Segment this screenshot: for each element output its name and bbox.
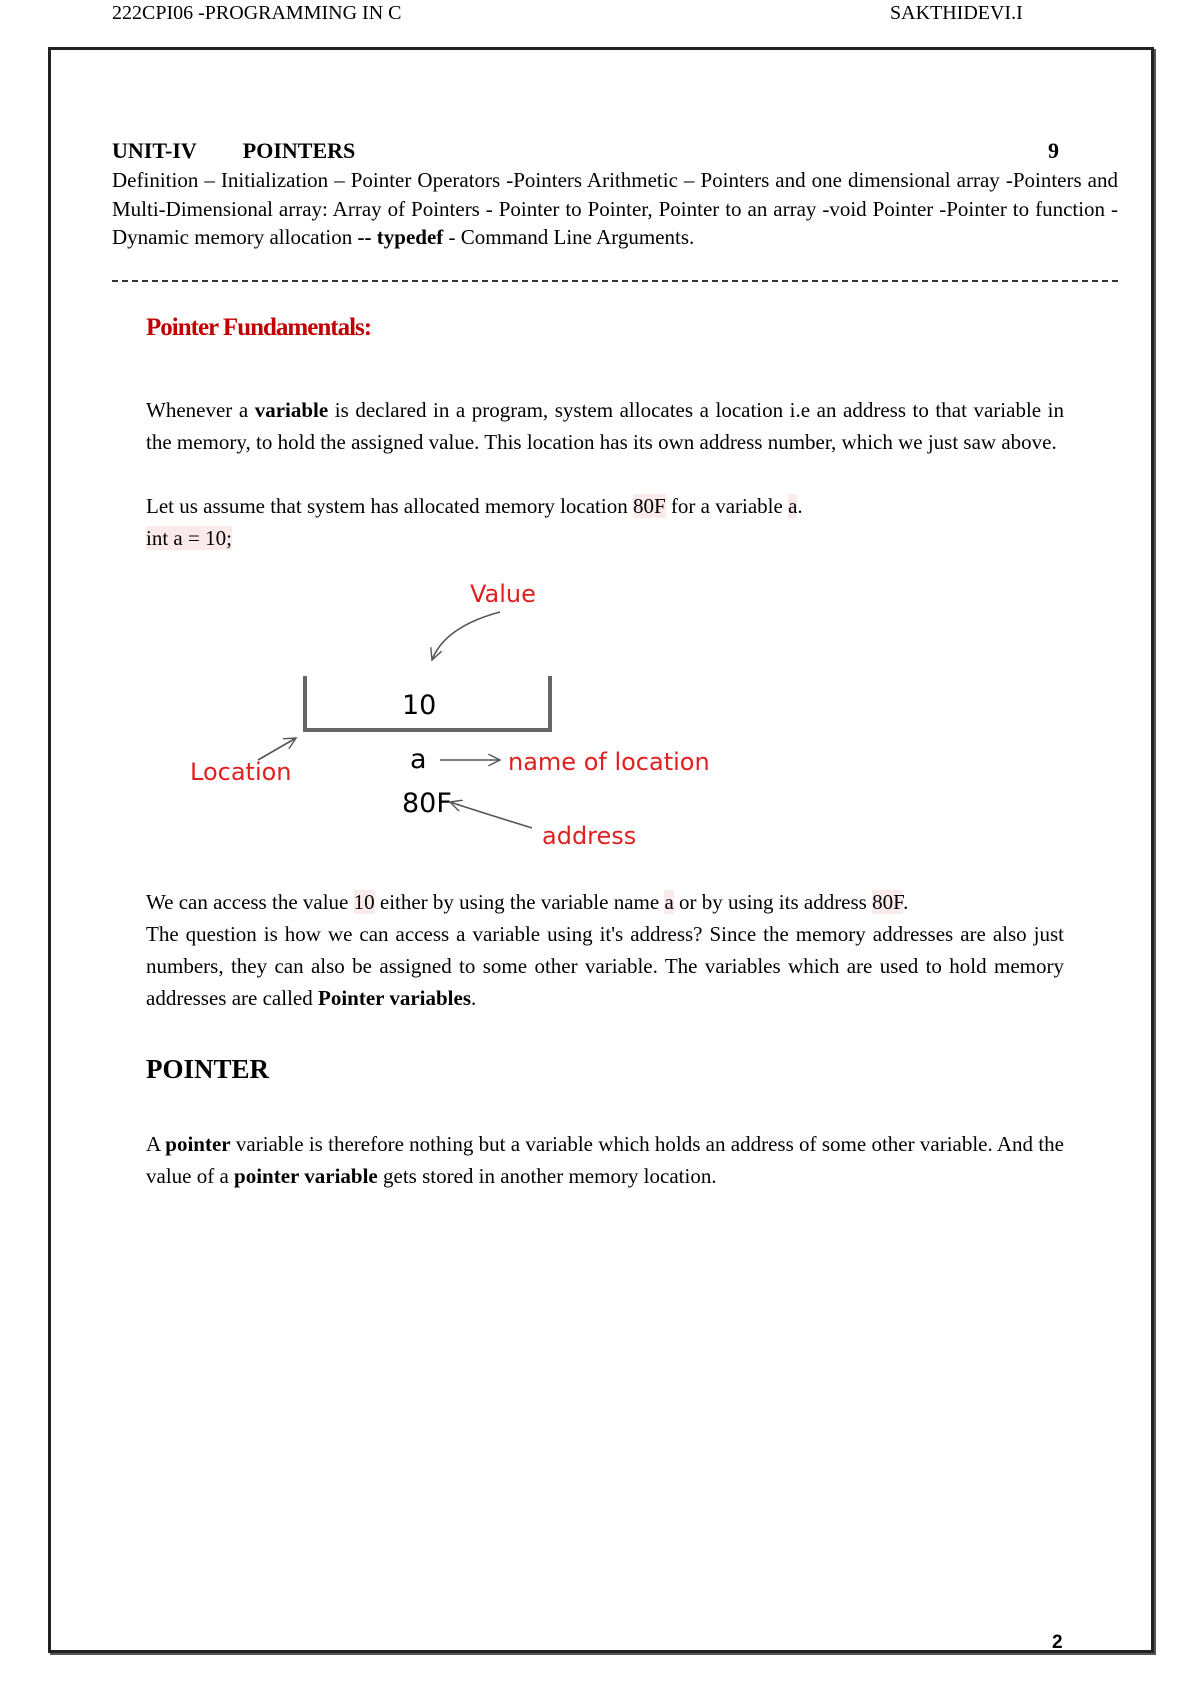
label-name-of-location: name of location	[508, 748, 710, 776]
address-highlight: 80F	[632, 494, 666, 518]
box-value: 10	[402, 690, 437, 721]
variable-highlight: a	[664, 890, 674, 914]
unit-title	[112, 138, 355, 164]
unit-code: UNIT-IV	[112, 138, 197, 163]
keyword-pointer: pointer	[165, 1132, 231, 1156]
text: Let us assume that system has allocated memory location	[146, 494, 633, 518]
label-location: Location	[190, 758, 292, 786]
unit-hours: 9	[1048, 138, 1059, 163]
var-address: 80F	[402, 788, 452, 819]
label-address: address	[542, 822, 637, 850]
variable-highlight: a	[788, 494, 798, 518]
text: The question is how we can access a variable using it's address? Since the memory addresses are also just numbers, they can also be assigned to some other variable. The variables which are used to hold memory addresses are called	[146, 922, 1064, 1010]
text: variable is therefore nothing but a variable which holds an address of some other variable. And the value of a	[146, 1132, 1064, 1188]
keyword-pointer-variable: pointer variable	[234, 1164, 378, 1188]
keyword-pointer-variables: Pointer variables	[318, 986, 472, 1010]
code-declaration	[146, 522, 1064, 554]
text: gets stored in another memory location.	[377, 1164, 717, 1188]
memory-location-diagram	[170, 572, 730, 862]
text: for a variable	[665, 494, 789, 518]
value-highlight: 10	[353, 890, 375, 914]
paragraph-pointer-definition	[146, 1128, 1064, 1192]
keyword-variable: variable	[254, 398, 329, 422]
syllabus-keyword: typedef	[376, 225, 444, 249]
header-course-title: 222CPI06 -PROGRAMMING IN C	[112, 2, 402, 24]
text: Whenever a	[146, 398, 255, 422]
text: We can access the value	[146, 890, 354, 914]
unit-syllabus	[112, 166, 1118, 252]
section-heading-pointer-fundamentals: Pointer Fundamentals:	[146, 314, 372, 341]
text: A	[146, 1132, 166, 1156]
text: .	[797, 494, 803, 518]
unit-name: POINTERS	[242, 138, 356, 163]
address-highlight: 80F	[872, 890, 904, 914]
text: is declared in a program, system allocates a location i.e an address to that variable in the memory, to hold the assigned value. This location has its own address number, which we just saw above.	[146, 398, 1064, 454]
header-author: SAKTHIDEVI.I	[890, 2, 1023, 24]
paragraph-assumption	[146, 490, 1064, 522]
syllabus-text-end: - Command Line Arguments.	[443, 225, 695, 249]
syllabus-text: Definition – Initialization – Pointer Operators -Pointers Arithmetic – Pointers and one dimensional array -Pointers and Multi-Dimensional array: Array of Pointers - Pointer to Pointer, Pointer to an array -void Pointer -Pointer to function - Dynamic memory allocation	[112, 168, 1118, 249]
text: .	[471, 986, 477, 1010]
address-arrow	[450, 802, 532, 828]
paragraph-variable-allocation	[146, 394, 1064, 458]
text: .	[903, 890, 909, 914]
syllabus-dash: --	[357, 225, 372, 249]
label-value: Value	[470, 580, 536, 608]
page-number: 2	[1052, 1632, 1063, 1653]
paragraph-access-by-address	[146, 886, 1064, 1014]
text: either by using the variable name	[374, 890, 665, 914]
section-heading-pointer: POINTER	[146, 1054, 270, 1084]
value-arrow	[432, 612, 500, 660]
location-arrow	[258, 738, 296, 760]
text: or by using its address	[673, 890, 873, 914]
code-line: int a = 10;	[146, 526, 232, 550]
dashed-separator	[112, 280, 1118, 284]
var-name: a	[410, 744, 427, 775]
